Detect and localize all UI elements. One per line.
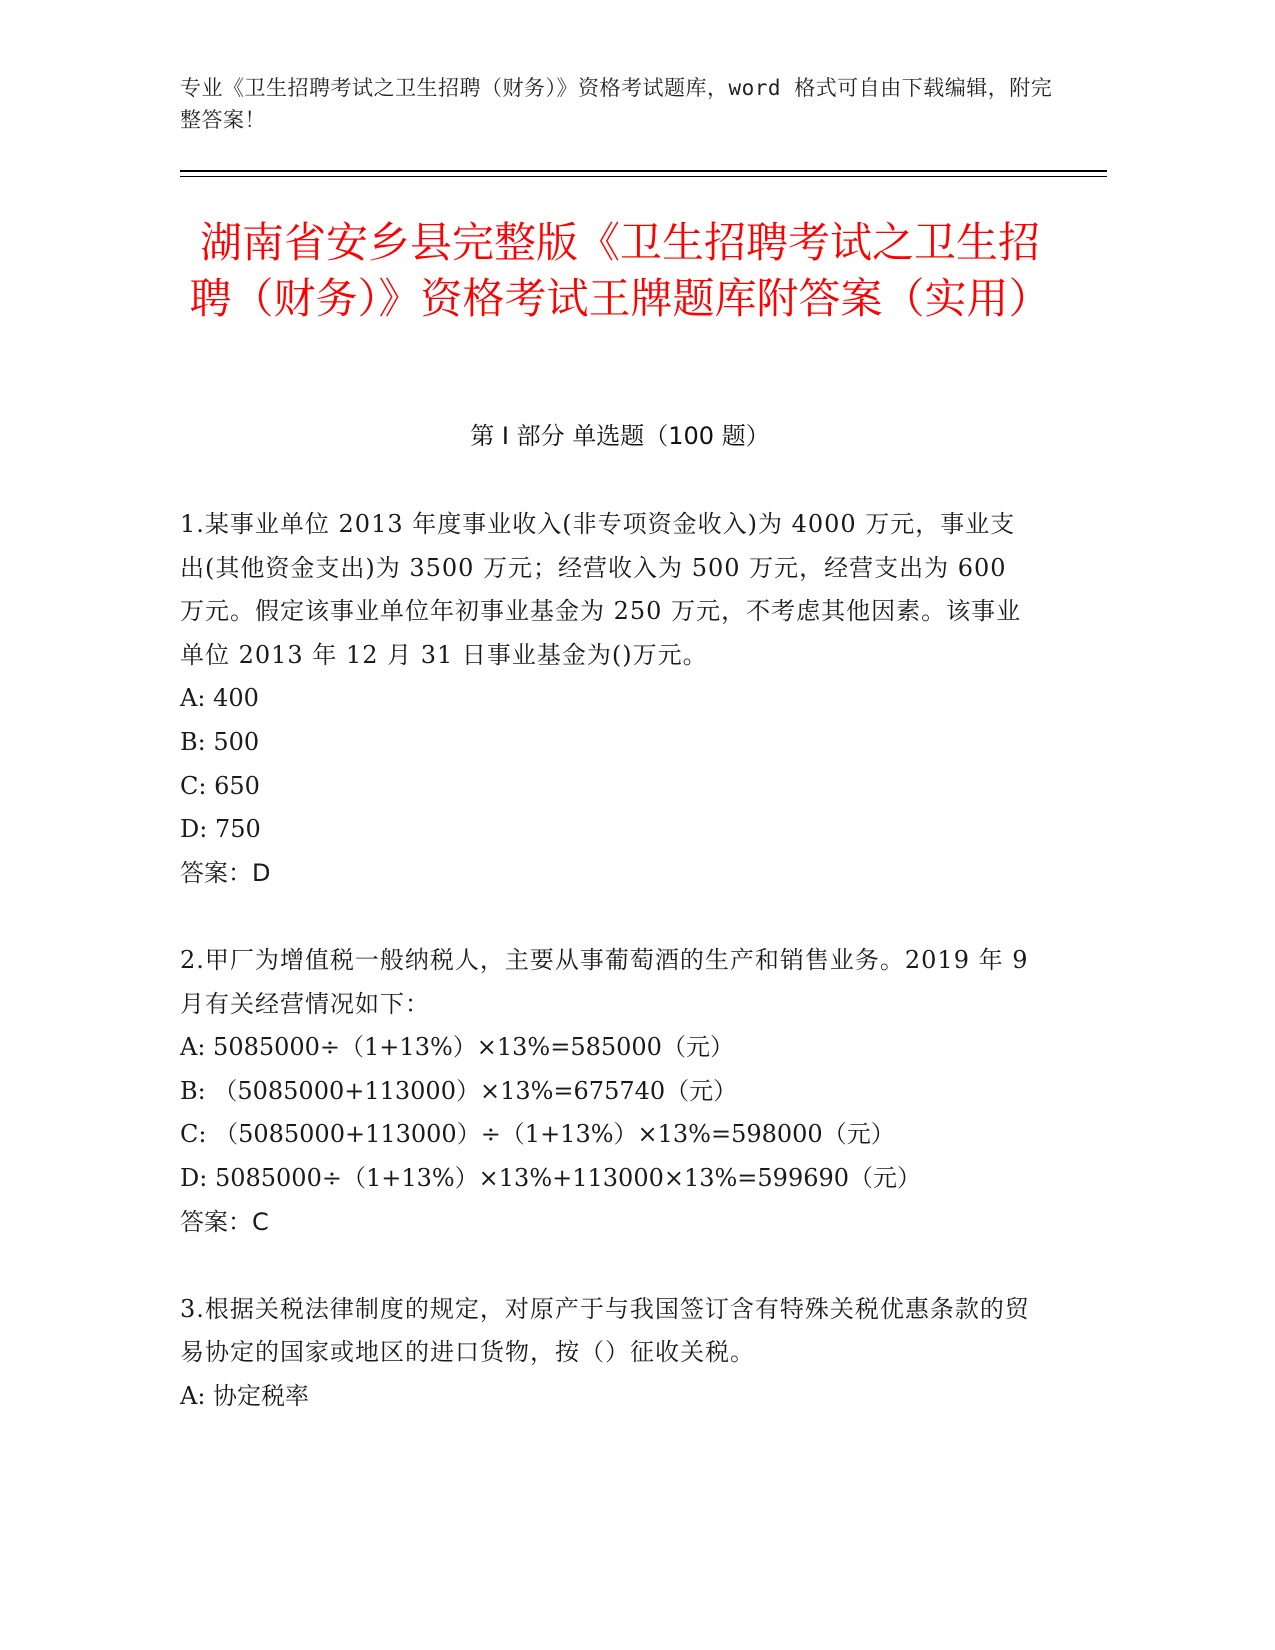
question-list bbox=[180, 503, 1040, 1462]
question-1 bbox=[180, 503, 1040, 895]
option-d: D: 5085000÷（1+13%）×13%+113000×13%=599690（元） bbox=[180, 1163, 922, 1192]
section-title: 第 I 部分 单选题（100 题） bbox=[470, 422, 770, 450]
question-3 bbox=[180, 1288, 1040, 1419]
option-c: C: 650 bbox=[180, 771, 260, 800]
option-b: B: 500 bbox=[180, 727, 260, 756]
document-title: 湖南省安乡县完整版《卫生招聘考试之卫生招聘（财务）》资格考试王牌题库附答案（实用） bbox=[189, 218, 1051, 323]
header-divider-thick bbox=[180, 170, 1107, 172]
question-stem: 1.某事业单位 2013 年度事业收入(非专项资金收入)为 4000 万元，事业支出(其他资金支出)为 3500 万元；经营收入为 500 万元，经营支出为 600 万元。假定该事业单位年初事业基金为 250 万元，不考虑其他因素。该事业单位 2013 年 12 月 31 日事业基金为()万元。 bbox=[180, 510, 1022, 669]
option-c: C: （5085000+113000）÷（1+13%）×13%=598000（元） bbox=[180, 1120, 895, 1149]
option-b: B: （5085000+113000）×13%=675740（元） bbox=[180, 1076, 738, 1105]
option-a: A: 5085000÷（1+13%）×13%=585000（元） bbox=[180, 1033, 734, 1062]
question-stem: 3.根据关税法律制度的规定，对原产于与我国签订含有特殊关税优惠条款的贸易协定的国家或地区的进口货物，按（）征收关税。 bbox=[180, 1294, 1030, 1367]
option-a: A: 协定税率 bbox=[180, 1381, 310, 1410]
option-d: D: 750 bbox=[180, 815, 261, 844]
header-note: 专业《卫生招聘考试之卫生招聘（财务）》资格考试题库，word 格式可自由下载编辑，附完整答案！ bbox=[180, 76, 1053, 132]
question-stem: 2.甲厂为增值税一般纳税人，主要从事葡萄酒的生产和销售业务。2019 年 9 月有关经营情况如下： bbox=[180, 945, 1029, 1018]
answer: 答案：D bbox=[180, 858, 271, 887]
option-a: A: 400 bbox=[180, 684, 259, 713]
question-2 bbox=[180, 939, 1040, 1244]
header-divider-thin bbox=[180, 176, 1107, 177]
answer: 答案：C bbox=[180, 1207, 269, 1236]
